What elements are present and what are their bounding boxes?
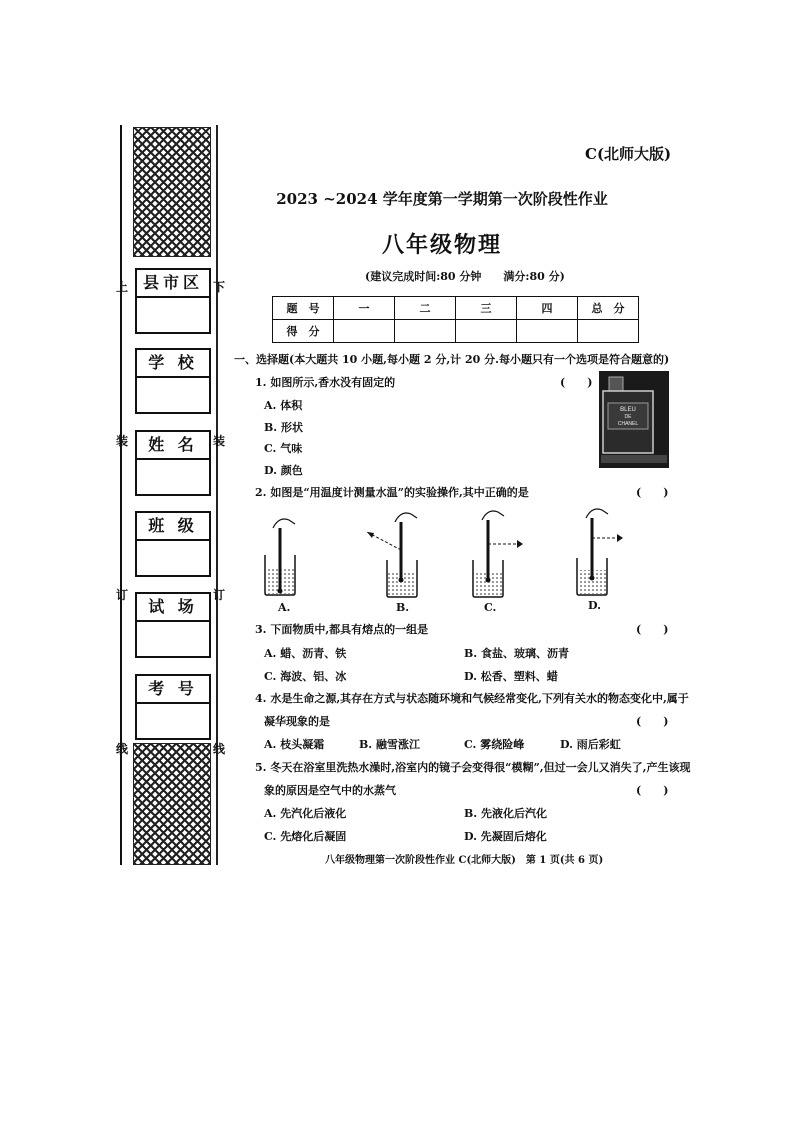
school-box[interactable]	[135, 348, 211, 414]
diagram-c	[473, 511, 523, 597]
option: C. 雾绕险峰	[464, 738, 525, 751]
question-stem: 3. 下面物质中,都具有熔点的一组是	[255, 623, 429, 636]
perfume-image	[599, 371, 669, 468]
class-box[interactable]	[135, 511, 211, 577]
score-cell[interactable]	[456, 320, 517, 343]
option: A. 先汽化后液化	[264, 807, 347, 820]
county-label: 县市区	[137, 270, 209, 298]
table-cell: 题 号	[273, 297, 334, 320]
table-cell: 总 分	[578, 297, 639, 320]
subject-title: 八年级物理	[381, 232, 502, 258]
option: D. 颜色	[264, 464, 303, 477]
exam-number-box[interactable]	[135, 674, 211, 740]
diagram-b	[367, 513, 417, 597]
score-cell[interactable]	[395, 320, 456, 343]
exam-room-box[interactable]	[135, 592, 211, 658]
thermometer-diagrams	[255, 500, 635, 618]
option: C. 先熔化后凝固	[264, 830, 347, 843]
table-cell: 得 分	[273, 320, 334, 343]
exam-number-label: 考 号	[137, 676, 209, 704]
option: C. 气味	[264, 442, 303, 455]
binding-char: 上	[116, 280, 129, 294]
binding-char: 线	[116, 742, 129, 756]
option: B. 先液化后汽化	[464, 807, 547, 820]
answer-paren[interactable]: ( )	[560, 376, 593, 389]
score-table-row	[273, 320, 639, 343]
question-stem: 4. 水是生命之源,其存在方式与状态随环境和气候经常变化,下列有关水的物态变化中,属于	[255, 692, 689, 705]
diagram-label: C.	[484, 601, 497, 614]
perfume-label-line: DE	[624, 414, 632, 420]
option: A. 体积	[264, 399, 303, 412]
diagram-a	[265, 519, 295, 595]
edition-label: C(北师大版)	[585, 145, 672, 163]
option: A. 枝头凝霜	[264, 738, 325, 751]
county-box[interactable]	[135, 268, 211, 334]
score-table	[272, 296, 639, 343]
question-stem: 2. 如图是“用温度计测量水温”的实验操作,其中正确的是	[255, 486, 529, 499]
question-stem: 5. 冬天在浴室里洗热水澡时,浴室内的镜子会变得很“模糊”,但过一会儿又消失了,产生该现	[255, 761, 691, 774]
page-footer: 八年级物理第一次阶段性作业 C(北师大版) 第 1 页(共 6 页)	[325, 855, 604, 866]
question-stem: 1. 如图所示,香水没有固定的	[255, 376, 396, 389]
answer-paren[interactable]: ( )	[636, 623, 669, 636]
name-box[interactable]	[135, 430, 211, 496]
option: D. 雨后彩虹	[560, 738, 621, 751]
diagram-d	[577, 509, 623, 595]
answer-paren[interactable]: ( )	[636, 486, 669, 499]
class-label: 班 级	[137, 513, 209, 541]
table-cell: 一	[334, 297, 395, 320]
binding-pattern-bottom	[133, 743, 211, 865]
option: D. 先凝固后熔化	[464, 830, 547, 843]
section-heading: 一、选择题(本大题共 10 小题,每小题 2 分,计 20 分.每小题只有一个选项是符合题意的)	[234, 353, 670, 366]
score-cell[interactable]	[578, 320, 639, 343]
answer-paren[interactable]: ( )	[636, 784, 669, 797]
option: D. 松香、塑料、蜡	[464, 670, 558, 683]
name-label: 姓 名	[137, 432, 209, 460]
score-table-header-row	[273, 297, 639, 320]
score-cell[interactable]	[517, 320, 578, 343]
binding-char: 装	[213, 434, 226, 448]
option: B. 食盐、玻璃、沥青	[464, 647, 569, 660]
diagram-label: B.	[396, 601, 410, 614]
table-cell: 三	[456, 297, 517, 320]
perfume-label-line: BLEU	[620, 407, 636, 413]
option: B. 形状	[264, 421, 303, 434]
school-label: 学 校	[137, 350, 209, 378]
diagram-label: A.	[278, 601, 291, 614]
option: B. 融雪涨江	[359, 738, 420, 751]
perfume-label-line: CHANEL	[617, 421, 639, 427]
binding-char: 下	[213, 280, 226, 294]
table-cell: 四	[517, 297, 578, 320]
diagram-label: D.	[588, 599, 601, 612]
question-stem: 凝华现象的是	[264, 715, 330, 728]
question-stem: 象的原因是空气中的水蒸气	[264, 784, 396, 797]
binding-char: 装	[116, 434, 129, 448]
exam-title: 2023 ~2024 学年度第一学期第一次阶段性作业	[276, 190, 608, 208]
binding-char: 线	[213, 742, 226, 756]
score-cell[interactable]	[334, 320, 395, 343]
binding-char: 订	[213, 588, 226, 602]
answer-paren[interactable]: ( )	[636, 715, 669, 728]
exam-meta: (建议完成时间:80 分钟 满分:80 分)	[365, 270, 565, 283]
binding-char: 订	[116, 588, 129, 602]
option: C. 海波、铝、冰	[264, 670, 347, 683]
table-cell: 二	[395, 297, 456, 320]
option: A. 蜡、沥青、铁	[264, 647, 347, 660]
exam-room-label: 试 场	[137, 594, 209, 622]
